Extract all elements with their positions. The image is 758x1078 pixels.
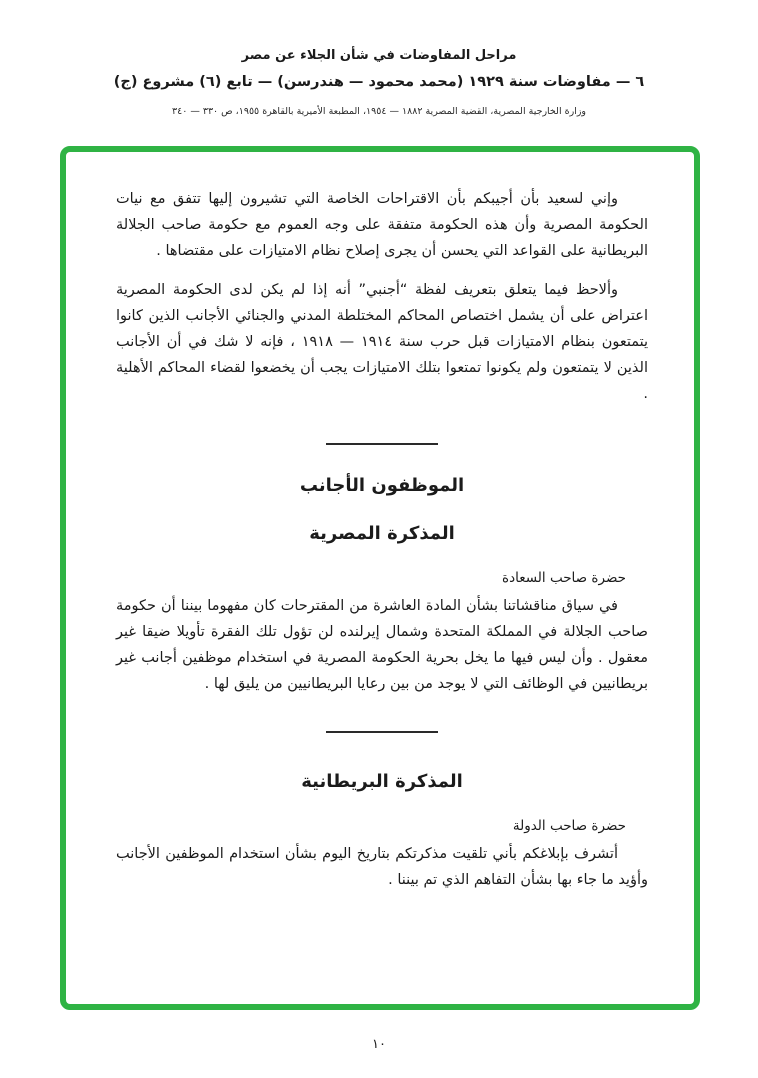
content-frame [60, 146, 700, 1010]
paragraph-intro-1: وإني لسعيد بأن أجيبكم بأن الاقتراحات الخاصة التي تشيرون إليها تتفق مع نيات الحكومة المصرية وأن هذه الحكومة متفقة على وجه العموم مع حكومة صاحب الجلالة البريطانية على القواعد التي يحسن أن يجرى إصلاح نظام الامتيازات على مقتضاها . [116, 191, 648, 259]
heading-egyptian-memo: المذكرة المصرية [309, 523, 455, 544]
salutation-state: حضرة صاحب الدولة [512, 818, 626, 834]
page-header [0, 48, 758, 117]
source-citation: وزارة الخارجية المصرية، القضية المصرية ١٨٨٢ — ١٩٥٤، المطبعة الأميرية بالقاهرة ١٩٥٥، ص ٣٣٠ — ٣٤٠ [171, 106, 586, 117]
section-separator-2 [326, 731, 438, 733]
page-footer [0, 1033, 758, 1052]
salutation-excellency: حضرة صاحب السعادة [502, 570, 626, 586]
document-title: مراحل المفاوضات في شأن الجلاء عن مصر [241, 48, 517, 63]
paragraph-british-memo: أتشرف بإبلاغكم بأني تلقيت مذكرتكم بتاريخ اليوم بشأن استخدام الموظفين الأجانب وأؤيد ما جاء بها بشأن التفاهم الذي تم بيننا . [116, 846, 648, 888]
paragraph-egyptian-memo: في سياق مناقشاتنا بشأن المادة العاشرة من المقترحات كان مفهوما بيننا أن حكومة صاحب الجلالة في المملكة المتحدة وشمال إيرلنده لن تؤول تلك الفقرة تأويلا ضيقا غير معقول . وأن ليس فيها ما يخل بحرية الحكومة المصرية في استخدام موظفين أجانب غير بريطانيين في الوظائف التي لا يوجد من بين رعايا البريطانيين من يليق لها . [116, 598, 648, 692]
heading-foreign-employees: الموظفون الأجانب [299, 475, 465, 496]
section-separator-1 [326, 443, 438, 445]
page-number: ١٠ [372, 1037, 386, 1052]
paragraph-intro-2: وألاحظ فيما يتعلق بتعريف لفظة “أجنبي” أنه إذا لم يكن لدى الحكومة المصرية اعتراض على أن يشمل اختصاص المحاكم المختلطة المدني والجنائي الأجانب الذين كانوا يتمتعون بنظام الامتيازات قبل حرب سنة ١٩١٤ — ١٩١٨ ، فإنه لا شك في أن الأجانب الذين لا يتمتعون ولم يكونوا تمتعوا بتلك الامتيازات يجب أن يخضعوا لقضاء المحاكم الأهلية . [116, 282, 649, 402]
heading-british-memo: المذكرة البريطانية [301, 771, 463, 792]
document-subtitle: ٦ — مفاوضات سنة ١٩٢٩ (محمد محمود — هندرسن) — تابع (٦) مشروع (ج) [113, 74, 645, 90]
